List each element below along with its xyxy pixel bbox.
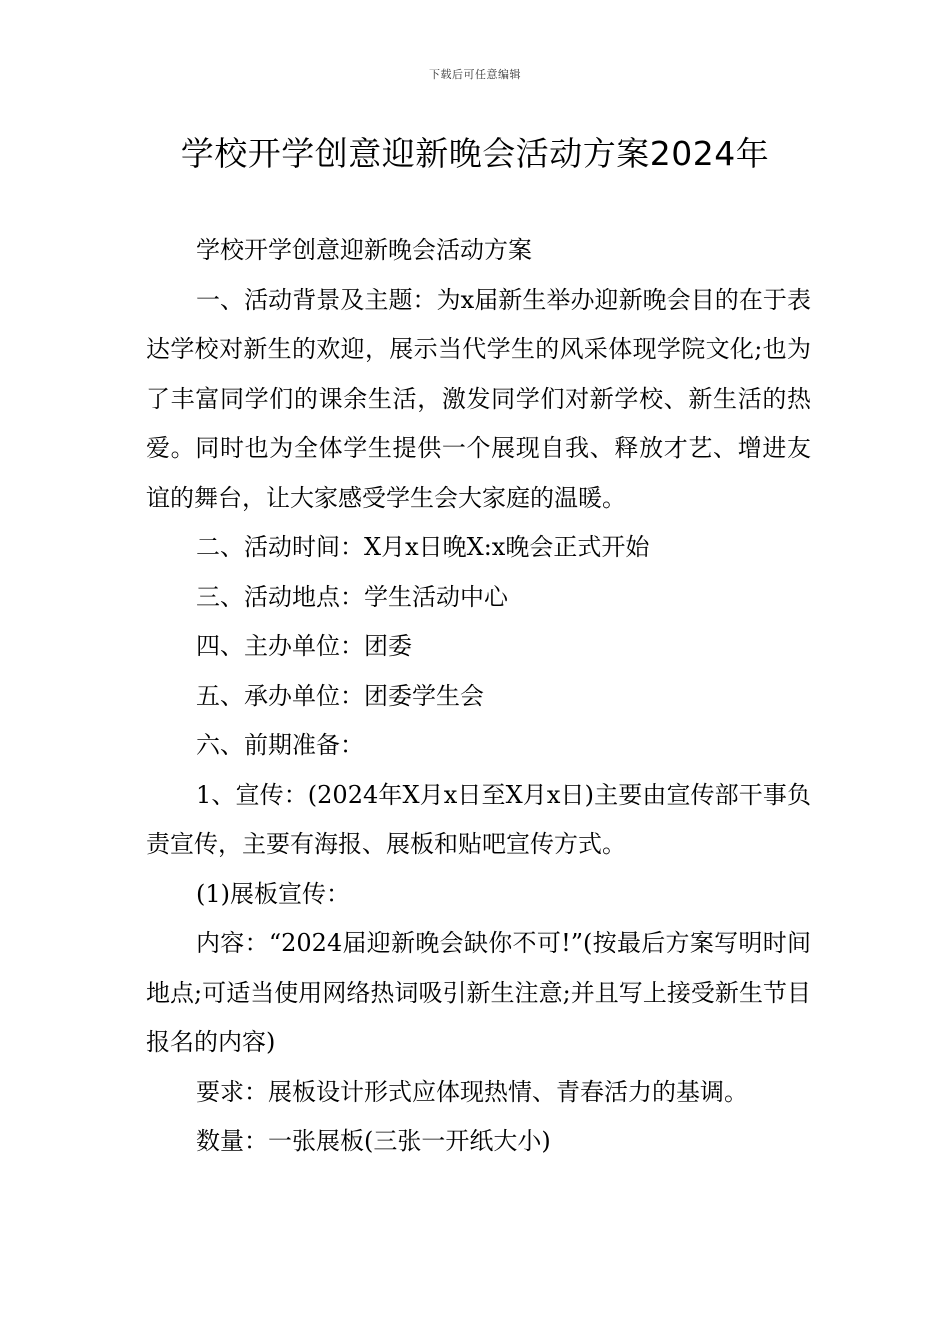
requirement-paragraph: 要求：展板设计形式应体现热情、青春活力的基调。 xyxy=(196,1077,748,1106)
quantity-paragraph: 数量：一张展板(三张一开纸大小) xyxy=(196,1127,551,1155)
subtitle-paragraph: 学校开学创意迎新晚会活动方案 xyxy=(196,236,532,264)
content-paragraph: 内容：“2024届迎新晚会缺你不可!”(按最后方案写明时间地点;可适当使用网络热词吸引新生注意;并且写上接受新生节目报名的内容) xyxy=(146,929,811,1056)
organizer-paragraph: 五、承办单位：团委学生会 xyxy=(196,681,484,710)
publicity-paragraph: 1、宣传：(2024年X月x日至X月x日)主要由宣传部干事负责宣传，主要有海报、展板和贴吧宣传方式。 xyxy=(146,780,811,858)
background-theme-paragraph: 一、活动背景及主题：为x届新生举办迎新晚会目的在于表达学校对新生的欢迎，展示当代学生的风采体现学院文化;也为了丰富同学们的课余生活，激发同学们对新学校、新生活的热爱。同时也为全体学生提供一个展现自我、释放才艺、增进友谊的舞台，让大家感受学生会大家庭的温暖。 xyxy=(146,285,811,512)
location-paragraph: 三、活动地点：学生活动中心 xyxy=(196,582,508,611)
document-body xyxy=(146,226,811,1167)
board-publicity-heading: (1)展板宣传： xyxy=(196,879,350,908)
time-paragraph: 二、活动时间：X月x日晚X:x晚会正式开始 xyxy=(196,533,650,561)
host-paragraph: 四、主办单位：团委 xyxy=(196,632,412,660)
document-title: 学校开学创意迎新晚会活动方案2024年 xyxy=(180,134,770,173)
preparation-heading: 六、前期准备： xyxy=(196,731,364,759)
header-note: 下载后可任意编辑 xyxy=(429,68,521,81)
